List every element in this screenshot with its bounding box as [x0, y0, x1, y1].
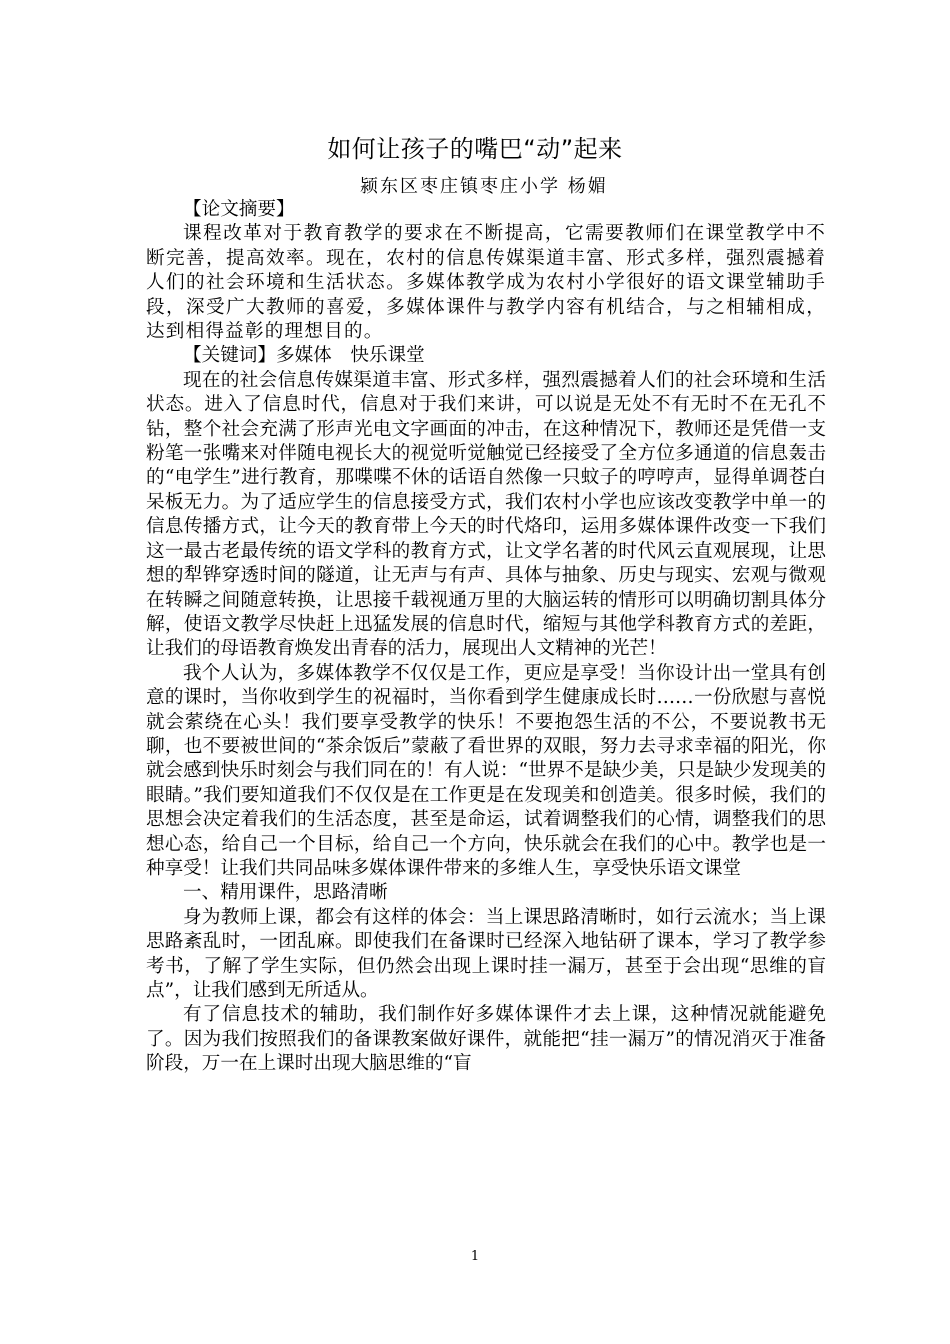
section-paragraph-1: 身为教师上课，都会有这样的体会：当上课思路清晰时，如行云流水；当上课思路紊乱时，一团乱麻。即使我们在备课时已经深入地钻研了课本，学习了教学参考书，了解了学生实际，但仍然会出现上课时挂一漏万，甚至于会出现“思维的盲点”，让我们感到无所适从。 — [146, 906, 826, 1001]
section-heading: 一、精用课件，思路清晰 — [183, 882, 388, 904]
body-paragraph-2: 我个人认为，多媒体教学不仅仅是工作，更应是享受！当你设计出一堂具有创意的课时，当你收到学生的祝福时，当你看到学生健康成长时……一份欣慰与喜悦就会萦绕在心头！我们要享受教学的快乐！不要抱怨生活的不公，不要说教书无聊，也不要被世间的“茶余饭后”蒙蔽了看世界的双眼，努力去寻求幸福的阳光，你就会感到快乐时刻会与我们同在的！有人说：“世界不是缺少美，只是缺少发现美的眼睛。”我们要知道我们不仅仅是在工作更是在发现美和创造美。很多时候，我们的思想会决定着我们的生活态度，甚至是命运，试着调整我们的心情，调整我们的思想心态，给自己一个目标，给自己一个方向，快乐就会在我们的心中。教学也是一种享受！让我们共同品味多媒体课件带来的多维人生，享受快乐语文课堂 — [146, 662, 826, 879]
document-body — [146, 198, 826, 1077]
keywords-line: 【关键词】多媒体 快乐课堂 — [183, 345, 425, 367]
document-title: 如何让孩子的嘴巴“动”起来 — [327, 135, 623, 163]
section-paragraph-2: 有了信息技术的辅助，我们制作好多媒体课件才去上课，这种情况就能避免了。因为我们按照我们的备课教案做好课件，就能把“挂一漏万”的情况消灭于准备阶段，万一在上课时出现大脑思维的“盲 — [146, 1004, 826, 1075]
author-line: 颍东区枣庄镇枣庄小学 杨媚 — [360, 176, 608, 197]
abstract-heading: 【论文摘要】 — [183, 199, 295, 220]
body-paragraph-1: 现在的社会信息传媒渠道丰富、形式多样，强烈震撼着人们的社会环境和生活状态。进入了信息时代，信息对于我们来讲，可以说是无处不有无时不在无孔不钻，整个社会充满了形声光电文字画面的冲击，在这种情况下，教师还是凭借一支粉笔一张嘴来对伴随电视长大的视觉听觉触觉已经接受了全方位多通道的信息轰击的“电学生”进行教育，那喋喋不休的话语自然像一只蚊子的哼哼声，显得单调苍白呆板无力。为了适应学生的信息接受方式，我们农村小学也应该改变教学中单一的信息传播方式，让今天的教育带上今天的时代烙印，运用多媒体课件改变一下我们这一最古老最传统的语文学科的教育方式，让文学名著的时代风云直观展现，让思想的犁铧穿透时间的隧道，让无声与有声、具体与抽象、历史与现实、宏观与微观在转瞬之间随意转换，让思接千载视通万里的大脑运转的情形可以明确切割具体分解，使语文教学尽快赶上迅猛发展的信息时代，缩短与其他学科教育方式的差距，让我们的母语教育焕发出青春的活力，展现出人文精神的光芒！ — [146, 369, 826, 660]
page-number: 1 — [470, 1249, 480, 1264]
abstract-paragraph: 课程改革对于教育教学的要求在不断提高，它需要教师们在课堂教学中不断完善，提高效率。现在，农村的信息传媒渠道丰富、形式多样，强烈震撼着人们的社会环境和生活状态。多媒体教学成为农村小学很好的语文课堂辅助手段，深受广大教师的喜爱，多媒体课件与教学内容有机结合，与之相辅相成，达到相得益彰的理想目的。 — [146, 223, 826, 343]
